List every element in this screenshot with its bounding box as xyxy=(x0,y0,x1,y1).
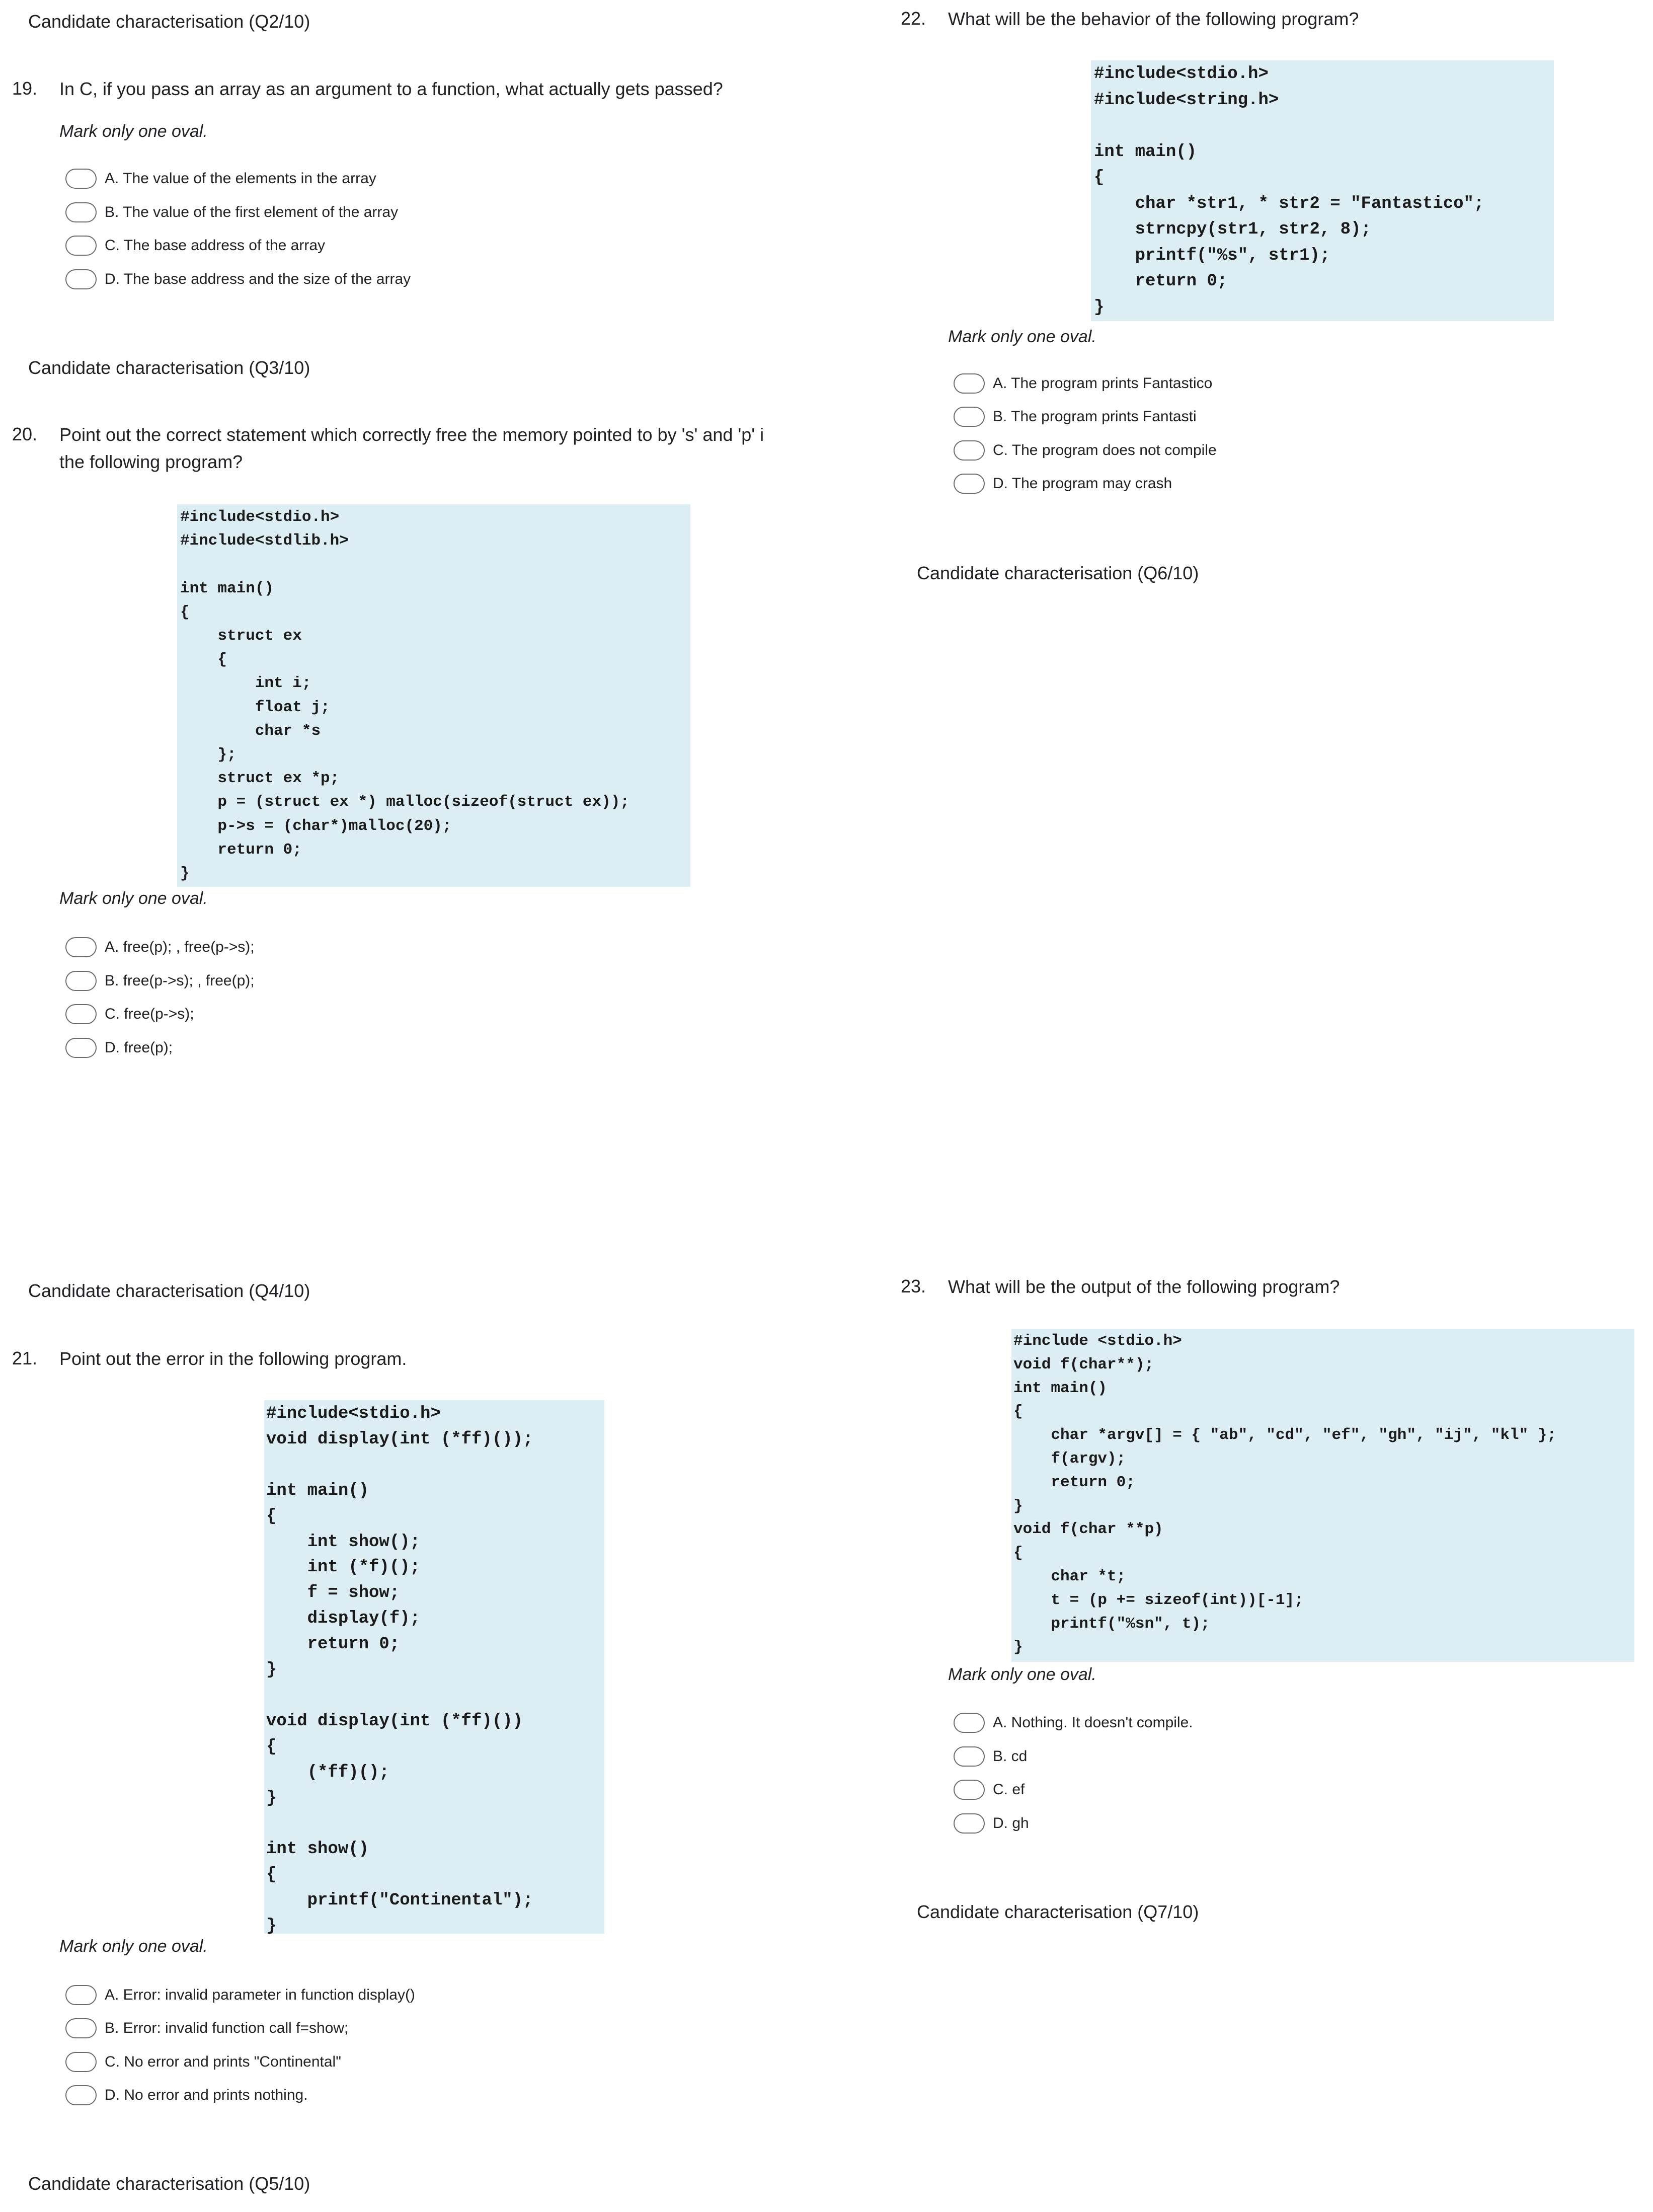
question-19-text: In C, if you pass an array as an argument to a function, what actually gets passed? xyxy=(59,79,723,99)
question-20-text-line2: the following program? xyxy=(59,451,243,472)
question-21-number: 21. xyxy=(12,1348,38,1368)
option-label: B. The value of the first element of the array xyxy=(105,204,399,220)
question-19-instruction: Mark only one oval. xyxy=(59,122,208,141)
question-22-option-b[interactable] xyxy=(954,407,1197,427)
option-label: D. free(p); xyxy=(105,1039,173,1056)
question-21-instruction: Mark only one oval. xyxy=(59,1937,208,1956)
option-label: C. ef xyxy=(993,1781,1025,1798)
radio-oval[interactable] xyxy=(954,440,985,461)
section-title-q4: Candidate characterisation (Q4/10) xyxy=(28,1280,310,1301)
radio-oval[interactable] xyxy=(65,236,97,256)
question-22-code-block: #include<stdio.h> #include<string.h> int main() { char *str1, * str2 = "Fantastico"; strncpy(str1, str2, 8); printf("%s", str1); return 0; } xyxy=(1091,60,1554,321)
radio-oval[interactable] xyxy=(65,169,97,189)
question-23-option-c[interactable] xyxy=(954,1780,1025,1800)
question-22-instruction: Mark only one oval. xyxy=(948,327,1096,346)
section-title-q6: Candidate characterisation (Q6/10) xyxy=(917,563,1199,583)
question-21-code-block: #include<stdio.h> void display(int (*ff)()); int main() { int show(); int (*f)(); f = show; display(f); return 0; } void display(int (*ff)()) { (*ff)(); } int show() { printf("Continental"); } xyxy=(264,1400,604,1934)
question-23-code-block: #include <stdio.h> void f(char**); int main() { char *argv[] = { "ab", "cd", "ef", "gh", "ij", "kl" }; f(argv); return 0; } void f(char **p) { char *t; t = (p += sizeof(int))[-1]; printf("%sn", t); } xyxy=(1011,1329,1634,1662)
question-23-option-d[interactable] xyxy=(954,1813,1029,1834)
section-title-q7: Candidate characterisation (Q7/10) xyxy=(917,1901,1199,1922)
question-20-number: 20. xyxy=(12,424,38,444)
question-20-text-line1: Point out the correct statement which correctly free the memory pointed to by 's' and 'p' i xyxy=(59,424,764,445)
question-22-option-d[interactable] xyxy=(954,474,1172,494)
option-label: D. The program may crash xyxy=(993,475,1172,492)
option-label: B. The program prints Fantasti xyxy=(993,408,1197,425)
option-label: C. free(p->s); xyxy=(105,1006,194,1022)
question-22-text: What will be the behavior of the following program? xyxy=(948,9,1359,29)
radio-oval[interactable] xyxy=(954,1713,985,1733)
radio-oval[interactable] xyxy=(65,269,97,289)
radio-oval[interactable] xyxy=(954,1780,985,1800)
question-19-option-b[interactable] xyxy=(65,202,398,222)
question-20-instruction: Mark only one oval. xyxy=(59,889,208,908)
question-23-text: What will be the output of the following program? xyxy=(948,1276,1340,1297)
option-label: A. Error: invalid parameter in function display() xyxy=(105,1987,415,2003)
question-23-option-a[interactable] xyxy=(954,1713,1193,1733)
radio-oval[interactable] xyxy=(954,474,985,494)
radio-oval[interactable] xyxy=(65,1004,97,1024)
question-21-text: Point out the error in the following program. xyxy=(59,1348,407,1369)
section-title-q3: Candidate characterisation (Q3/10) xyxy=(28,357,310,378)
option-label: D. gh xyxy=(993,1815,1029,1832)
radio-oval[interactable] xyxy=(954,1746,985,1767)
question-19-option-c[interactable] xyxy=(65,236,325,256)
question-21-option-d[interactable] xyxy=(65,2085,308,2105)
option-label: C. The base address of the array xyxy=(105,237,326,254)
radio-oval[interactable] xyxy=(65,2085,97,2105)
option-label: B. cd xyxy=(993,1748,1028,1765)
option-label: C. No error and prints "Continental" xyxy=(105,2053,341,2070)
question-20-option-c[interactable] xyxy=(65,1004,194,1024)
question-19-option-d[interactable] xyxy=(65,269,411,289)
section-title-q5: Candidate characterisation (Q5/10) xyxy=(28,2173,310,2194)
radio-oval[interactable] xyxy=(65,937,97,957)
question-23-number: 23. xyxy=(901,1276,926,1296)
option-label: C. The program does not compile xyxy=(993,442,1217,459)
question-20-code-block: #include<stdio.h> #include<stdlib.h> int main() { struct ex { int i; float j; char *s }; struct ex *p; p = (struct ex *) malloc(sizeof(struct ex)); p->s = (char*)malloc(20); return 0; } xyxy=(177,504,690,887)
option-label: A. Nothing. It doesn't compile. xyxy=(993,1714,1193,1731)
question-19-option-a[interactable] xyxy=(65,169,376,189)
radio-oval[interactable] xyxy=(954,407,985,427)
option-label: D. No error and prints nothing. xyxy=(105,2087,308,2103)
question-23-instruction: Mark only one oval. xyxy=(948,1665,1096,1684)
radio-oval[interactable] xyxy=(954,1813,985,1834)
radio-oval[interactable] xyxy=(65,1985,97,2005)
radio-oval[interactable] xyxy=(65,2052,97,2072)
question-22-option-a[interactable] xyxy=(954,373,1212,394)
question-20-option-d[interactable] xyxy=(65,1038,173,1058)
question-22-option-c[interactable] xyxy=(954,440,1217,461)
question-22-number: 22. xyxy=(901,8,926,29)
question-19-number: 19. xyxy=(12,78,38,99)
radio-oval[interactable] xyxy=(65,2018,97,2038)
radio-oval[interactable] xyxy=(954,373,985,394)
radio-oval[interactable] xyxy=(65,202,97,222)
question-20-option-a[interactable] xyxy=(65,937,255,957)
question-20-option-b[interactable] xyxy=(65,971,255,991)
question-21-option-b[interactable] xyxy=(65,2018,348,2038)
option-label: B. free(p->s); , free(p); xyxy=(105,972,255,989)
question-21-option-a[interactable] xyxy=(65,1985,415,2005)
radio-oval[interactable] xyxy=(65,971,97,991)
option-label: B. Error: invalid function call f=show; xyxy=(105,2020,349,2036)
question-21-option-c[interactable] xyxy=(65,2052,341,2072)
option-label: A. The value of the elements in the array xyxy=(105,170,376,187)
section-title-q2: Candidate characterisation (Q2/10) xyxy=(28,11,310,32)
option-label: A. free(p); , free(p->s); xyxy=(105,939,255,955)
radio-oval[interactable] xyxy=(65,1038,97,1058)
option-label: D. The base address and the size of the array xyxy=(105,271,411,287)
option-label: A. The program prints Fantastico xyxy=(993,375,1213,392)
question-23-option-b[interactable] xyxy=(954,1746,1027,1767)
